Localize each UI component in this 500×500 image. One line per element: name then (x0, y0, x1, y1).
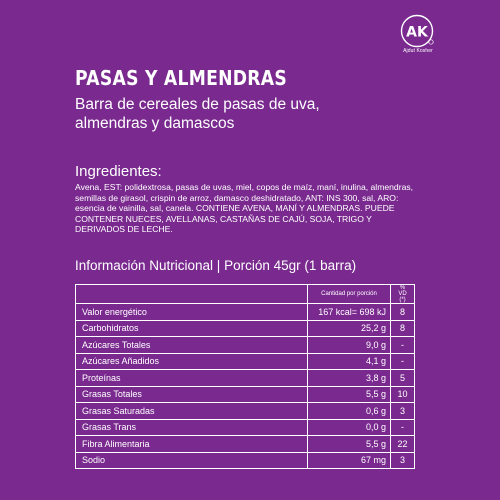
ingredients-heading: Ingredientes: (75, 163, 162, 180)
table-row (76, 304, 415, 321)
table-row (76, 353, 415, 370)
nutrient-name: Proteínas (76, 370, 308, 387)
nutrient-amount: 5,5 g (308, 386, 391, 403)
nutrient-name: Azúcares Añadidos (76, 353, 308, 370)
ingredients-text: Avena, EST: polidextrosa, pasas de uvas, miel, copos de maíz, maní, inulina, almendras, semillas de girasol, crispin de arroz, damasco deshidratado, ANT: INS 300, sal, ARO: esencia de vainilla, sal, canela. CONTIENE AVENA, MANÍ Y ALMENDRAS. PUEDE CONTENER NUECES, AVELLANAS, CASTAÑAS DE CAJÚ, SOJA, TRIGO Y DERIVADOS DE LECHE. (75, 182, 414, 234)
nutrient-vd: 10 (391, 386, 415, 403)
nutrient-amount: 25,2 g (308, 320, 391, 337)
nutrient-name: Carbohidratos (76, 320, 308, 337)
nutrient-vd: 3 (391, 452, 415, 469)
nutrient-amount: 0,6 g (308, 403, 391, 420)
nutrient-name: Azúcares Totales (76, 337, 308, 354)
nutrient-vd: 8 (391, 320, 415, 337)
nutrient-vd: 22 (391, 436, 415, 453)
nutrient-amount: 5,5 g (308, 436, 391, 453)
nutrient-amount: 67 mg (308, 452, 391, 469)
table-row (76, 320, 415, 337)
nutrient-name: Grasas Saturadas (76, 403, 308, 420)
nutrient-vd: - (391, 337, 415, 354)
nutrition-heading: Información Nutricional | Porción 45gr (1 barra) (75, 258, 357, 273)
header-amount: Cantidad por porción (308, 285, 391, 304)
nutrition-table (75, 284, 415, 469)
nutrient-vd: 8 (391, 304, 415, 321)
nutrient-name: Fibra Alimentaria (76, 436, 308, 453)
nutrient-amount: 9,0 g (308, 337, 391, 354)
nutrient-amount: 4,1 g (308, 353, 391, 370)
table-row (76, 386, 415, 403)
nutrient-vd: 3 (391, 403, 415, 420)
nutrient-name: Valor energético (76, 304, 308, 321)
nutrient-amount: 167 kcal= 698 kJ (308, 304, 391, 321)
product-subtitle: Barra de cereales de pasas de uva, almendras y damascos (75, 96, 320, 132)
nutrient-name: Grasas Totales (76, 386, 308, 403)
logo-letters: AK (406, 24, 428, 41)
nutrient-vd: - (391, 419, 415, 436)
nutrient-vd: - (391, 353, 415, 370)
table-row (76, 337, 415, 354)
nutrient-amount: 3,8 g (308, 370, 391, 387)
nutrient-amount: 0,0 g (308, 419, 391, 436)
table-row (76, 370, 415, 387)
logo-caption: Ajdut Kosher (403, 48, 433, 54)
table-row (76, 403, 415, 420)
table-row (76, 419, 415, 436)
product-title: PASAS Y ALMENDRAS (75, 66, 288, 90)
table-row (76, 436, 415, 453)
table-row (76, 452, 415, 469)
nutrient-name: Sodio (76, 452, 308, 469)
nutrient-name: Grasas Trans (76, 419, 308, 436)
nutrient-vd: 5 (391, 370, 415, 387)
header-empty-cell (76, 285, 308, 304)
header-vd: % VD (*) (391, 285, 415, 304)
nutrition-header-row (76, 285, 415, 304)
